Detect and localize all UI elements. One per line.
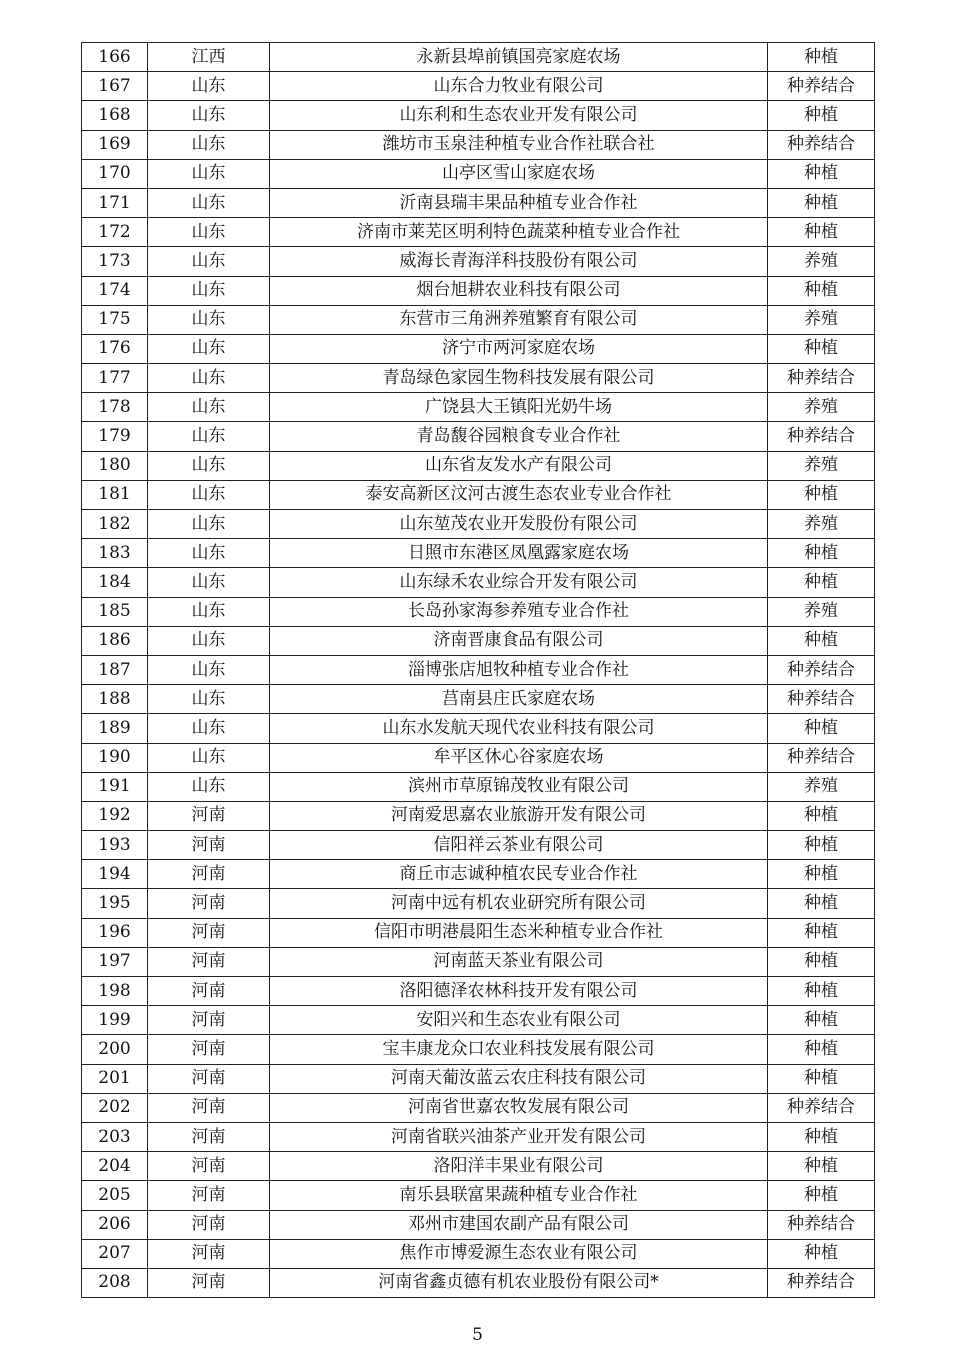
row-number-cell: 194 (82, 860, 148, 889)
table-row (82, 743, 875, 772)
row-number-cell: 199 (82, 1006, 148, 1035)
province-cell: 山东 (148, 510, 270, 539)
entity-name-cell: 沂南县瑞丰果品种植专业合作社 (270, 188, 768, 217)
category-cell: 养殖 (768, 510, 875, 539)
table-row (82, 247, 875, 276)
table-body (82, 43, 875, 1298)
province-cell: 山东 (148, 159, 270, 188)
table-row (82, 364, 875, 393)
province-cell: 山东 (148, 422, 270, 451)
category-cell: 种植 (768, 1006, 875, 1035)
table-row (82, 101, 875, 130)
table-row (82, 1035, 875, 1064)
table-row (82, 1268, 875, 1297)
entity-name-cell: 南乐县联富果蔬种植专业合作社 (270, 1181, 768, 1210)
entity-name-cell: 淄博张店旭牧种植专业合作社 (270, 655, 768, 684)
row-number-cell: 198 (82, 977, 148, 1006)
category-cell: 种植 (768, 977, 875, 1006)
category-cell: 种养结合 (768, 1210, 875, 1239)
table-row (82, 130, 875, 159)
row-number-cell: 173 (82, 247, 148, 276)
province-cell: 河南 (148, 1064, 270, 1093)
category-cell: 种养结合 (768, 743, 875, 772)
province-cell: 山东 (148, 714, 270, 743)
entity-name-cell: 河南爱思嘉农业旅游开发有限公司 (270, 801, 768, 830)
entity-name-cell: 河南省联兴油茶产业开发有限公司 (270, 1122, 768, 1151)
table-row (82, 43, 875, 72)
row-number-cell: 169 (82, 130, 148, 159)
entity-name-cell: 济南晋康食品有限公司 (270, 626, 768, 655)
row-number-cell: 186 (82, 626, 148, 655)
row-number-cell: 178 (82, 393, 148, 422)
table-row (82, 188, 875, 217)
table-row (82, 451, 875, 480)
entity-name-cell: 潍坊市玉泉洼种植专业合作社联合社 (270, 130, 768, 159)
province-cell: 山东 (148, 130, 270, 159)
entity-name-cell: 滨州市草原锦茂牧业有限公司 (270, 772, 768, 801)
row-number-cell: 176 (82, 334, 148, 363)
row-number-cell: 184 (82, 568, 148, 597)
province-cell: 河南 (148, 1239, 270, 1268)
table-row (82, 1239, 875, 1268)
row-number-cell: 172 (82, 218, 148, 247)
table-row (82, 1006, 875, 1035)
province-cell: 山东 (148, 188, 270, 217)
row-number-cell: 185 (82, 597, 148, 626)
category-cell: 种植 (768, 568, 875, 597)
province-cell: 河南 (148, 918, 270, 947)
entity-name-cell: 青岛绿色家园生物科技发展有限公司 (270, 364, 768, 393)
table-row (82, 480, 875, 509)
category-cell: 种植 (768, 947, 875, 976)
province-cell: 山东 (148, 334, 270, 363)
entity-name-cell: 日照市东港区凤凰露家庭农场 (270, 539, 768, 568)
category-cell: 种养结合 (768, 130, 875, 159)
category-cell: 养殖 (768, 305, 875, 334)
province-cell: 河南 (148, 1268, 270, 1297)
category-cell: 种植 (768, 1064, 875, 1093)
row-number-cell: 206 (82, 1210, 148, 1239)
province-cell: 江西 (148, 43, 270, 72)
category-cell: 种植 (768, 801, 875, 830)
table-row (82, 685, 875, 714)
province-cell: 河南 (148, 1122, 270, 1151)
row-number-cell: 175 (82, 305, 148, 334)
province-cell: 山东 (148, 305, 270, 334)
province-cell: 山东 (148, 685, 270, 714)
row-number-cell: 177 (82, 364, 148, 393)
category-cell: 种植 (768, 1122, 875, 1151)
province-cell: 山东 (148, 276, 270, 305)
province-cell: 山东 (148, 451, 270, 480)
province-cell: 河南 (148, 860, 270, 889)
category-cell: 种植 (768, 159, 875, 188)
category-cell: 种植 (768, 1035, 875, 1064)
row-number-cell: 180 (82, 451, 148, 480)
row-number-cell: 166 (82, 43, 148, 72)
entity-name-cell: 洛阳德泽农林科技开发有限公司 (270, 977, 768, 1006)
category-cell: 种植 (768, 1239, 875, 1268)
row-number-cell: 190 (82, 743, 148, 772)
row-number-cell: 189 (82, 714, 148, 743)
category-cell: 种植 (768, 480, 875, 509)
province-cell: 河南 (148, 889, 270, 918)
row-number-cell: 183 (82, 539, 148, 568)
row-number-cell: 167 (82, 72, 148, 101)
category-cell: 养殖 (768, 247, 875, 276)
province-cell: 河南 (148, 1210, 270, 1239)
category-cell: 种植 (768, 101, 875, 130)
province-cell: 山东 (148, 655, 270, 684)
table-row (82, 568, 875, 597)
row-number-cell: 196 (82, 918, 148, 947)
province-cell: 山东 (148, 218, 270, 247)
entity-name-cell: 长岛孙家海参养殖专业合作社 (270, 597, 768, 626)
entity-name-cell: 山东水发航天现代农业科技有限公司 (270, 714, 768, 743)
table-row (82, 1210, 875, 1239)
category-cell: 种植 (768, 860, 875, 889)
province-cell: 河南 (148, 1006, 270, 1035)
entity-name-cell: 山东利和生态农业开发有限公司 (270, 101, 768, 130)
row-number-cell: 188 (82, 685, 148, 714)
category-cell: 种植 (768, 889, 875, 918)
province-cell: 河南 (148, 947, 270, 976)
category-cell: 养殖 (768, 597, 875, 626)
table-row (82, 831, 875, 860)
entity-name-cell: 泰安高新区汶河古渡生态农业专业合作社 (270, 480, 768, 509)
entity-name-cell: 邓州市建国农副产品有限公司 (270, 1210, 768, 1239)
province-cell: 山东 (148, 568, 270, 597)
entity-name-cell: 信阳市明港晨阳生态米种植专业合作社 (270, 918, 768, 947)
category-cell: 种植 (768, 218, 875, 247)
province-cell: 山东 (148, 72, 270, 101)
category-cell: 种养结合 (768, 655, 875, 684)
table-row (82, 947, 875, 976)
enterprise-list-table (81, 42, 875, 1298)
row-number-cell: 195 (82, 889, 148, 918)
category-cell: 种植 (768, 188, 875, 217)
row-number-cell: 204 (82, 1152, 148, 1181)
province-cell: 河南 (148, 977, 270, 1006)
entity-name-cell: 安阳兴和生态农业有限公司 (270, 1006, 768, 1035)
entity-name-cell: 济南市莱芜区明利特色蔬菜种植专业合作社 (270, 218, 768, 247)
entity-name-cell: 河南省世嘉农牧发展有限公司 (270, 1093, 768, 1122)
entity-name-cell: 青岛馥谷园粮食专业合作社 (270, 422, 768, 451)
table-row (82, 305, 875, 334)
entity-name-cell: 宝丰康龙众口农业科技发展有限公司 (270, 1035, 768, 1064)
category-cell: 养殖 (768, 772, 875, 801)
category-cell: 种养结合 (768, 364, 875, 393)
table-row (82, 1122, 875, 1151)
category-cell: 种养结合 (768, 1093, 875, 1122)
category-cell: 种植 (768, 43, 875, 72)
row-number-cell: 202 (82, 1093, 148, 1122)
entity-name-cell: 烟台旭耕农业科技有限公司 (270, 276, 768, 305)
province-cell: 山东 (148, 539, 270, 568)
entity-name-cell: 信阳祥云茶业有限公司 (270, 831, 768, 860)
table-row (82, 655, 875, 684)
row-number-cell: 191 (82, 772, 148, 801)
province-cell: 河南 (148, 1035, 270, 1064)
entity-name-cell: 牟平区休心谷家庭农场 (270, 743, 768, 772)
row-number-cell: 179 (82, 422, 148, 451)
entity-name-cell: 广饶县大王镇阳光奶牛场 (270, 393, 768, 422)
row-number-cell: 205 (82, 1181, 148, 1210)
table-row (82, 889, 875, 918)
row-number-cell: 182 (82, 510, 148, 539)
category-cell: 种植 (768, 714, 875, 743)
category-cell: 种植 (768, 1152, 875, 1181)
entity-name-cell: 河南蓝天茶业有限公司 (270, 947, 768, 976)
entity-name-cell: 山东合力牧业有限公司 (270, 72, 768, 101)
table-row (82, 772, 875, 801)
category-cell: 种植 (768, 1181, 875, 1210)
page-number: 5 (472, 1325, 483, 1345)
table-row (82, 276, 875, 305)
table-row (82, 159, 875, 188)
row-number-cell: 203 (82, 1122, 148, 1151)
table-row (82, 597, 875, 626)
entity-name-cell: 河南省鑫贞德有机农业股份有限公司* (270, 1268, 768, 1297)
province-cell: 河南 (148, 801, 270, 830)
province-cell: 山东 (148, 772, 270, 801)
row-number-cell: 192 (82, 801, 148, 830)
entity-name-cell: 商丘市志诚种植农民专业合作社 (270, 860, 768, 889)
category-cell: 种植 (768, 626, 875, 655)
province-cell: 山东 (148, 101, 270, 130)
row-number-cell: 207 (82, 1239, 148, 1268)
row-number-cell: 181 (82, 480, 148, 509)
entity-name-cell: 河南天葡汝蓝云农庄科技有限公司 (270, 1064, 768, 1093)
table-row (82, 1152, 875, 1181)
table-row (82, 393, 875, 422)
row-number-cell: 170 (82, 159, 148, 188)
category-cell: 养殖 (768, 451, 875, 480)
table-row (82, 539, 875, 568)
province-cell: 山东 (148, 597, 270, 626)
entity-name-cell: 莒南县庄氏家庭农场 (270, 685, 768, 714)
entity-name-cell: 威海长青海洋科技股份有限公司 (270, 247, 768, 276)
province-cell: 山东 (148, 626, 270, 655)
category-cell: 种植 (768, 918, 875, 947)
entity-name-cell: 河南中远有机农业研究所有限公司 (270, 889, 768, 918)
entity-name-cell: 山亭区雪山家庭农场 (270, 159, 768, 188)
province-cell: 河南 (148, 1152, 270, 1181)
entity-name-cell: 山东堃茂农业开发股份有限公司 (270, 510, 768, 539)
table-row (82, 422, 875, 451)
province-cell: 山东 (148, 480, 270, 509)
category-cell: 种植 (768, 539, 875, 568)
table-row (82, 1064, 875, 1093)
table-row (82, 860, 875, 889)
row-number-cell: 171 (82, 188, 148, 217)
table-row (82, 1093, 875, 1122)
table-row (82, 801, 875, 830)
entity-name-cell: 山东省友发水产有限公司 (270, 451, 768, 480)
row-number-cell: 201 (82, 1064, 148, 1093)
province-cell: 河南 (148, 831, 270, 860)
row-number-cell: 193 (82, 831, 148, 860)
province-cell: 河南 (148, 1181, 270, 1210)
entity-name-cell: 济宁市两河家庭农场 (270, 334, 768, 363)
province-cell: 河南 (148, 1093, 270, 1122)
entity-name-cell: 焦作市博爱源生态农业有限公司 (270, 1239, 768, 1268)
table-row (82, 334, 875, 363)
entity-name-cell: 山东绿禾农业综合开发有限公司 (270, 568, 768, 597)
entity-name-cell: 东营市三角洲养殖繁育有限公司 (270, 305, 768, 334)
row-number-cell: 197 (82, 947, 148, 976)
table-row (82, 72, 875, 101)
category-cell: 种植 (768, 276, 875, 305)
row-number-cell: 200 (82, 1035, 148, 1064)
entity-name-cell: 永新县埠前镇国亮家庭农场 (270, 43, 768, 72)
category-cell: 种植 (768, 334, 875, 363)
category-cell: 种养结合 (768, 422, 875, 451)
row-number-cell: 208 (82, 1268, 148, 1297)
entity-name-cell: 洛阳洋丰果业有限公司 (270, 1152, 768, 1181)
category-cell: 种植 (768, 831, 875, 860)
province-cell: 山东 (148, 393, 270, 422)
row-number-cell: 174 (82, 276, 148, 305)
row-number-cell: 168 (82, 101, 148, 130)
category-cell: 种养结合 (768, 1268, 875, 1297)
table-row (82, 218, 875, 247)
row-number-cell: 187 (82, 655, 148, 684)
table-row (82, 977, 875, 1006)
category-cell: 种养结合 (768, 685, 875, 714)
table-row (82, 626, 875, 655)
province-cell: 山东 (148, 743, 270, 772)
province-cell: 山东 (148, 364, 270, 393)
table-row (82, 510, 875, 539)
table-row (82, 714, 875, 743)
province-cell: 山东 (148, 247, 270, 276)
category-cell: 养殖 (768, 393, 875, 422)
table-row (82, 918, 875, 947)
category-cell: 种养结合 (768, 72, 875, 101)
table-row (82, 1181, 875, 1210)
